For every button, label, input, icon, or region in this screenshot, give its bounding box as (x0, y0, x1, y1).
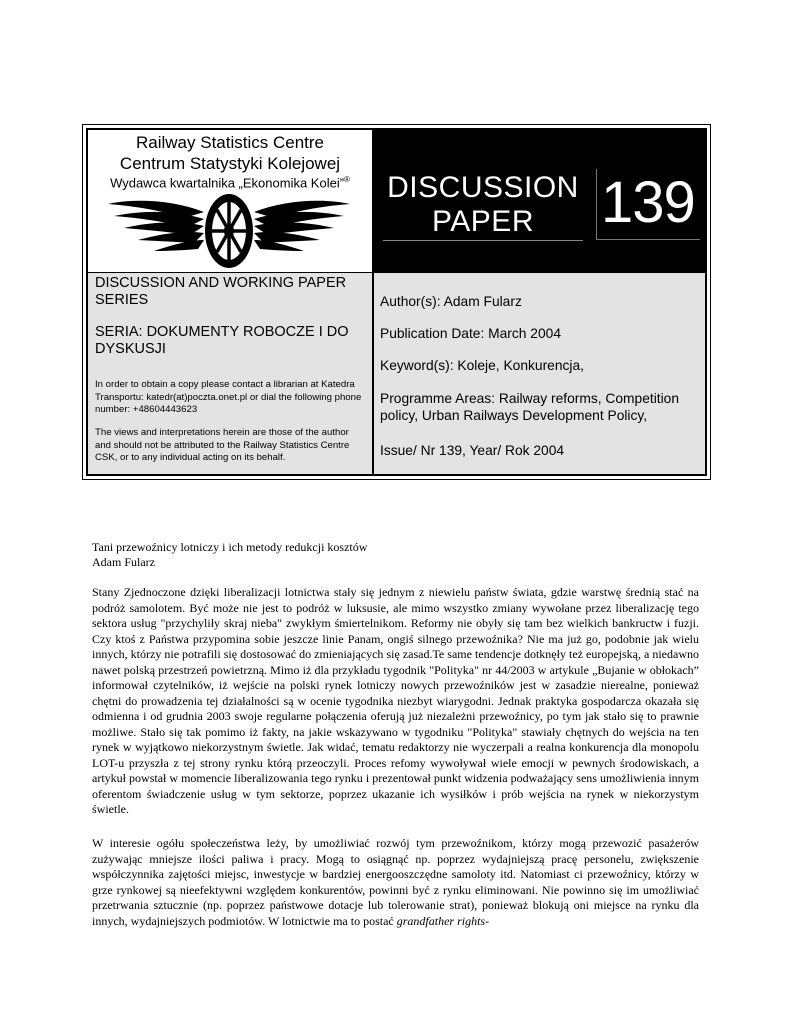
series-panel (88, 273, 372, 474)
publisher-line (88, 175, 372, 190)
issue-info: Issue/ Nr 139, Year/ Rok 2004 (380, 443, 565, 458)
paragraph-text: W interesie ogółu społeczeństwa leży, by umożliwiać rozwój tym przewoźnikom, którzy mogą przewozić pasażerów zużywając mniejsze ilości paliwa i pracy. Mogą to osiągnąć np. poprzez wydajniejszą pracę personelu, zwiększenie współczynnika zajętości miejsc, inwestycje w bardziej energooszczędne samoloty itd. Natomiast ci przewoźnicy, którzy w grze rynkowej są nieefektywni względem konkurentów, powinni być z rynku eliminowani. Nie powinno się im umożliwiać przetrwania sztucznie (np. poprzez państwowe dotacje lub tolerowanie strat), ponieważ blokują oni miejsce na rynku dla innych, wydajniejszych podmiotów. W lotnictwie ma to postać (92, 836, 699, 928)
publisher-text: Wydawca kwartalnika „Ekonomika Kolei” (110, 175, 345, 191)
publication-date: Publication Date: March 2004 (380, 326, 561, 341)
winged-wheel-emblem (104, 192, 354, 270)
doc-type-line1: DISCUSSION (387, 171, 579, 204)
authors: Author(s): Adam Fularz (380, 294, 522, 309)
number-divider-vertical (596, 169, 597, 239)
italic-term: grandfather rights- (396, 913, 490, 928)
doc-type-line2: PAPER (432, 205, 534, 238)
paper-number: 139 (601, 170, 695, 235)
metadata-panel (374, 273, 705, 474)
organization-name-polish: Centrum Statystyki Kolejowej (119, 154, 341, 173)
doc-type-rule (383, 240, 583, 241)
body-paragraph (92, 836, 699, 929)
body-paragraph: Stany Zjednoczone dzięki liberalizacji lotnictwa stały się jednym z niewielu państw świata, gdzie warstwę średnią stać na podróż samolotem. Być może nie jest to podróż w luksusie, ale mimo wszystko zmiany wywołane przez liberalizację tego sektora usług "przychyliły skraj nieba" zwykłym śmiertelnikom. Reformy nie obyły się tam bez wielkich bankructw i fuzji. Czy ktoś z Państwa przypomina sobie jeszcze linie Panam, ongiś silnego przewoźnika? Nie ma już go, podobnie jak wielu innych, którzy nie potrafili się dostosować do zmieniających się zasad.Te same tendencje dotknęły też europejską, a niedawno nawet polską przestrzeń powietrzną. Mimo iż dla przykładu tygodnik "Polityka" nr 44/2003 w artykule „Bujanie w obłokach” informował czytelników, iż wejście na polski rynek lotniczy nowych przewoźników jest w zasadzie nierealne, ponieważ chętni do prowadzenia tej działalności są w ocenie tygodnika niezbyt wiarygodni. Jednak praktyka gospodarcza okazała się odmienna i od grudnia 2003 swoje regularne połączenia oferują już niezależni przewoźnicy, po tym jak stało się to prawnie możliwe. Stało się tak pomimo iż fakty, na jakie wskazywano w tygodniku "Polityka" stawiały chętnych do wejścia na ten rynek w wyjątkowo niekorzystnym świetle. Jak widać, tematu redaktorzy nie wyczerpali a realna konkurencja dla monopolu LOT-u przyszła z tej strony rynku którą przeoczyli. Proces refomy wywoływał wiele emocji w pewnych środowiskach, a artykuł powstał w momencie liberalizowania tego rynku i prezentował punkt widzenia podważający sens umożliwienia innym oferentom świadczenie usług w tym sektorze, poprzez ukazanie ich wysiłków i prób wejścia na rynek w niekorzystym świetle. (92, 585, 699, 816)
keywords: Keyword(s): Koleje, Konkurencja, (380, 358, 584, 373)
number-divider-horizontal (596, 239, 700, 240)
article-author: Adam Fularz (92, 555, 155, 569)
header-box (82, 124, 711, 480)
series-title-english: DISCUSSION AND WORKING PAPER SERIES (95, 275, 347, 308)
registered-mark: ® (344, 175, 350, 184)
disclaimer: The views and interpretations herein are those of the author and should not be attributed to the Railway Statistics Centre CSK, or to any individual acting on its behalf. (95, 427, 350, 463)
series-title-polish: SERIA: DOKUMENTY ROBOCZE I DO DYSKUSJI (95, 324, 349, 357)
contact-note: In order to obtain a copy please contact a librarian at Katedra Transportu: katedr(at)poczta.onet.pl or dial the following phone number: +48604443623 (95, 379, 362, 415)
programme-areas: Programme Areas: Railway reforms, Competition policy, Urban Railways Development Policy, (380, 391, 680, 423)
logo-block (88, 130, 372, 272)
organization-name-english: Railway Statistics Centre (135, 133, 324, 152)
article-title: Tani przewoźnicy lotniczy i ich metody redukcji kosztów (92, 540, 368, 554)
header-inner (86, 128, 707, 476)
